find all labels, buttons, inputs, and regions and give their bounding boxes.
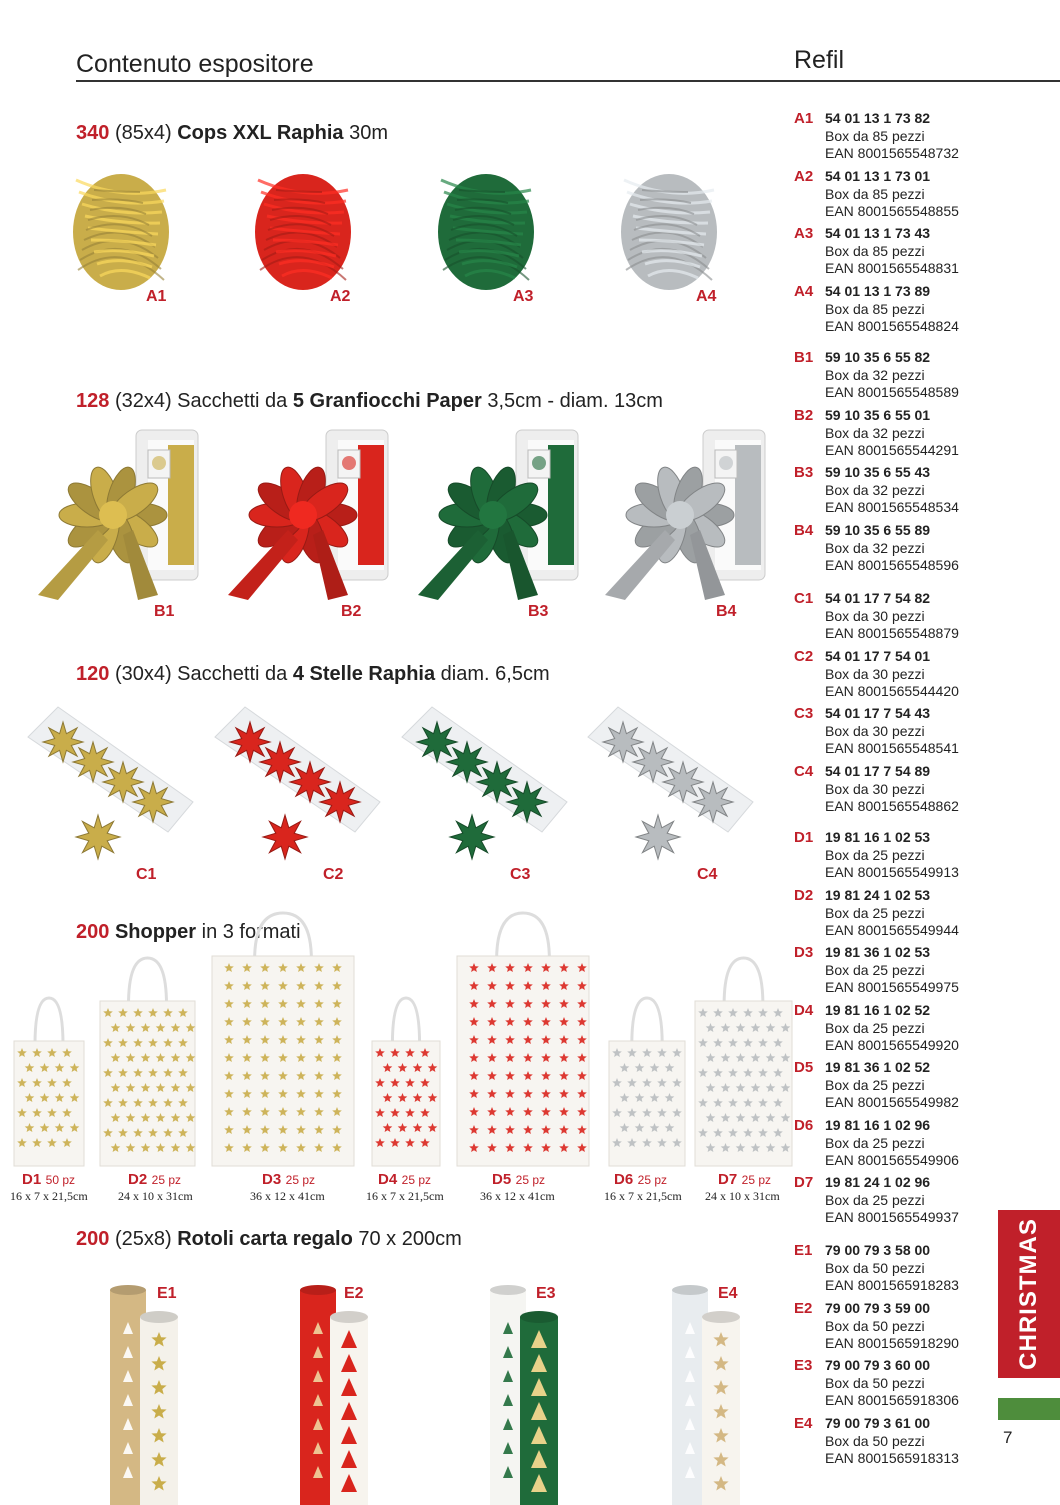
shopper-size: 24 x 10 x 31cm — [118, 1189, 193, 1203]
refill-ean: EAN 8001565548831 — [825, 260, 959, 276]
shopper-code: D7 — [718, 1171, 738, 1188]
product-code-label: B1 — [154, 603, 175, 620]
refill-code: B4 — [794, 521, 814, 539]
shopper-bag-image — [14, 993, 84, 1168]
shopper-size: 16 x 7 x 21,5cm — [604, 1189, 682, 1203]
refill-box-qty: Box da 50 pezzi — [825, 1317, 925, 1334]
refill-code: D5 — [794, 1059, 814, 1076]
section-product-name: 4 Stelle Raphia — [292, 663, 436, 685]
shopper-code-label — [262, 1171, 315, 1189]
product-code-label: E4 — [718, 1285, 738, 1302]
refill-article-number: 19 81 16 1 02 96 — [825, 1116, 931, 1133]
refill-item — [794, 763, 994, 819]
refill-box-qty: Box da 30 pezzi — [825, 723, 925, 739]
raphia-ball-image — [66, 170, 176, 300]
raphia-ball-image — [614, 170, 724, 300]
refill-code: B3 — [794, 464, 814, 481]
refill-box-qty: Box da 85 pezzi — [825, 185, 925, 202]
shopper-qty: 25 pz — [401, 1173, 431, 1187]
shopper-size: 24 x 10 x 31cm — [705, 1189, 780, 1203]
product-code-label: A1 — [146, 288, 167, 305]
refill-ean: EAN 8001565548879 — [825, 625, 959, 641]
shopper-code: D2 — [128, 1171, 148, 1188]
product-code-label: E3 — [536, 1285, 556, 1302]
section-product-name: Rotoli carta regalo — [177, 1228, 353, 1250]
shopper-qty: 50 pz — [45, 1173, 75, 1187]
refill-item — [794, 225, 994, 281]
section-spec: 30m — [349, 122, 388, 144]
refill-code: D1 — [794, 829, 814, 846]
refill-box-qty: Box da 25 pezzi — [825, 847, 925, 863]
refill-item — [794, 522, 994, 578]
product-code-label: B2 — [341, 603, 362, 620]
gift-wrap-roll-image — [490, 1285, 580, 1505]
shopper-size: 16 x 7 x 21,5cm — [366, 1189, 444, 1203]
refill-item — [794, 407, 994, 463]
refill-article-number: 79 00 79 3 58 00 — [825, 1242, 931, 1258]
refill-article-number: 19 81 24 1 02 96 — [825, 1174, 931, 1190]
refill-item — [794, 1415, 994, 1471]
section-product-name: 5 Granfiocchi Paper — [292, 390, 482, 412]
refill-article-number: 59 10 35 6 55 89 — [825, 521, 931, 538]
refill-article-number: 54 01 17 7 54 43 — [825, 705, 931, 721]
refill-article-number: 54 01 17 7 54 89 — [825, 762, 931, 779]
gift-wrap-roll-image — [300, 1285, 390, 1505]
section-pack: (32x4) Sacchetti da — [114, 390, 288, 412]
refill-item — [794, 1300, 994, 1356]
star-bag-image — [205, 702, 390, 862]
section-title-granfiocchi — [76, 390, 663, 413]
refill-ean: EAN 8001565544291 — [825, 441, 959, 458]
refill-box-qty: Box da 30 pezzi — [825, 608, 925, 624]
refill-box-qty: Box da 32 pezzi — [825, 367, 925, 383]
refill-item — [794, 464, 994, 520]
product-code-label: C2 — [323, 866, 344, 883]
bow-bag-image — [585, 430, 775, 600]
shopper-code-label — [378, 1171, 431, 1189]
refill-item — [794, 829, 994, 885]
refill-box-qty: Box da 30 pezzi — [825, 780, 925, 797]
gift-wrap-roll-image — [110, 1285, 200, 1505]
star-bag-image — [578, 702, 763, 862]
refill-box-qty: Box da 25 pezzi — [825, 1077, 925, 1093]
section-count: 340 — [76, 122, 110, 144]
shopper-bag-image — [372, 993, 440, 1168]
refill-code: C4 — [794, 762, 814, 780]
shopper-bag-image — [212, 908, 354, 1168]
refill-ean: EAN 8001565549937 — [825, 1209, 959, 1225]
christmas-tab-label: CHRISTMAS — [1015, 1218, 1042, 1370]
shopper-size: 36 x 12 x 41cm — [480, 1189, 555, 1203]
refill-article-number: 19 81 16 1 02 52 — [825, 1001, 931, 1018]
raphia-ball-image — [248, 170, 358, 300]
section-spec: in 3 formati — [201, 921, 301, 943]
refill-box-qty: Box da 25 pezzi — [825, 1192, 925, 1208]
refill-item — [794, 590, 994, 646]
section-title-raphia — [76, 122, 388, 145]
shopper-size: 36 x 12 x 41cm — [250, 1189, 325, 1203]
refill-box-qty: Box da 30 pezzi — [825, 665, 925, 682]
refill-box-qty: Box da 85 pezzi — [825, 300, 925, 317]
refill-item — [794, 1242, 994, 1298]
product-code-label: C4 — [697, 866, 718, 883]
refill-ean: EAN 8001565548534 — [825, 499, 959, 515]
refill-article-number: 19 81 16 1 02 53 — [825, 829, 931, 845]
product-code-label: E2 — [344, 1285, 364, 1302]
refill-article-number: 79 00 79 3 60 00 — [825, 1357, 931, 1373]
refill-box-qty: Box da 50 pezzi — [825, 1432, 925, 1449]
section-spec: 70 x 200cm — [358, 1228, 462, 1250]
section-spec: 3,5cm - diam. 13cm — [487, 390, 663, 412]
refill-ean: EAN 8001565544420 — [825, 682, 959, 699]
refill-box-qty: Box da 32 pezzi — [825, 424, 925, 441]
refill-box-qty: Box da 85 pezzi — [825, 243, 925, 259]
refill-ean: EAN 8001565549920 — [825, 1036, 959, 1053]
refill-item — [794, 648, 994, 704]
shopper-qty: 25 pz — [285, 1173, 315, 1187]
product-code-label: A4 — [696, 288, 717, 305]
refill-ean: EAN 8001565548862 — [825, 797, 959, 814]
refill-ean: EAN 8001565548855 — [825, 202, 959, 219]
page-title: Contenuto espositore — [76, 50, 314, 78]
refill-article-number: 54 01 13 1 73 43 — [825, 225, 931, 241]
product-code-label: A2 — [330, 288, 351, 305]
refill-box-qty: Box da 32 pezzi — [825, 482, 925, 498]
section-title-rotoli — [76, 1228, 462, 1251]
refill-item — [794, 283, 994, 339]
section-title-stelle — [76, 663, 550, 686]
refill-box-qty: Box da 50 pezzi — [825, 1375, 925, 1391]
refill-ean: EAN 8001565549944 — [825, 921, 959, 938]
shopper-code: D1 — [22, 1171, 42, 1188]
refill-ean: EAN 8001565918313 — [825, 1449, 959, 1466]
shopper-bag-image — [100, 953, 195, 1168]
shopper-qty: 25 pz — [637, 1173, 667, 1187]
bow-bag-image — [208, 430, 398, 600]
refill-article-number: 54 01 17 7 54 82 — [825, 590, 931, 606]
section-count: 200 — [76, 921, 110, 943]
raphia-ball-image — [431, 170, 541, 300]
page-number: 7 — [1003, 1428, 1013, 1447]
refill-ean: EAN 8001565548732 — [825, 145, 959, 161]
refill-article-number: 59 10 35 6 55 01 — [825, 406, 931, 423]
shopper-code-label — [614, 1171, 667, 1189]
shopper-code-label — [22, 1171, 75, 1189]
gift-wrap-roll-image — [672, 1285, 762, 1505]
refill-article-number: 79 00 79 3 61 00 — [825, 1414, 931, 1431]
refill-box-qty: Box da 85 pezzi — [825, 128, 925, 144]
refill-code: A4 — [794, 282, 814, 300]
refill-box-qty: Box da 25 pezzi — [825, 1019, 925, 1036]
product-code-label: C3 — [510, 866, 531, 883]
refill-item — [794, 110, 994, 166]
christmas-tab — [998, 1210, 1060, 1378]
refill-box-qty: Box da 25 pezzi — [825, 904, 925, 921]
section-count: 200 — [76, 1228, 110, 1250]
refill-code: D2 — [794, 886, 814, 904]
refill-code: D3 — [794, 944, 814, 961]
bow-bag-image — [398, 430, 588, 600]
refill-box-qty: Box da 25 pezzi — [825, 962, 925, 978]
section-pack: (30x4) Sacchetti da — [114, 663, 288, 685]
refill-ean: EAN 8001565548589 — [825, 384, 959, 400]
shopper-code: D3 — [262, 1171, 282, 1188]
refill-item — [794, 168, 994, 224]
refill-article-number: 54 01 13 1 73 01 — [825, 167, 931, 184]
refill-ean: EAN 8001565548596 — [825, 556, 959, 573]
refill-article-number: 19 81 36 1 02 53 — [825, 944, 931, 960]
bow-bag-image — [18, 430, 208, 600]
shopper-qty: 25 pz — [151, 1173, 181, 1187]
shopper-bag-image — [457, 908, 589, 1168]
product-code-label: E1 — [157, 1285, 177, 1302]
refill-title: Refil — [794, 46, 845, 74]
refill-box-qty: Box da 32 pezzi — [825, 539, 925, 556]
refill-article-number: 54 01 13 1 73 89 — [825, 282, 931, 299]
product-code-label: A3 — [513, 288, 534, 305]
star-bag-image — [18, 702, 203, 862]
refill-item — [794, 944, 994, 1000]
refill-ean: EAN 8001565918290 — [825, 1334, 959, 1351]
refill-item — [794, 349, 994, 405]
refill-code: B1 — [794, 349, 814, 366]
refill-article-number: 54 01 13 1 73 82 — [825, 110, 931, 126]
refill-ean: EAN 8001565549913 — [825, 864, 959, 880]
refill-code: C3 — [794, 705, 814, 722]
refill-item — [794, 1059, 994, 1115]
shopper-bag-image — [609, 993, 685, 1168]
refill-code: A2 — [794, 167, 814, 185]
refill-box-qty: Box da 50 pezzi — [825, 1260, 925, 1276]
refill-article-number: 59 10 35 6 55 82 — [825, 349, 931, 365]
refill-item — [794, 1117, 994, 1173]
section-pack: (85x4) — [114, 122, 172, 144]
refill-code: E1 — [794, 1242, 813, 1259]
refill-code: B2 — [794, 406, 814, 424]
refill-code: D7 — [794, 1174, 814, 1191]
refill-item — [794, 1002, 994, 1058]
refill-item — [794, 1174, 994, 1230]
refill-code: A3 — [794, 225, 814, 242]
refill-ean: EAN 8001565918283 — [825, 1277, 959, 1293]
green-accent-bar — [998, 1398, 1060, 1420]
shopper-qty: 25 pz — [515, 1173, 545, 1187]
refill-item — [794, 705, 994, 761]
shopper-qty: 25 pz — [741, 1173, 771, 1187]
shopper-code-label — [492, 1171, 545, 1189]
section-product-name: Cops XXL Raphia — [177, 122, 344, 144]
refill-ean: EAN 8001565549982 — [825, 1094, 959, 1110]
refill-article-number: 79 00 79 3 59 00 — [825, 1299, 931, 1316]
shopper-code: D4 — [378, 1171, 398, 1188]
shopper-bag-image — [695, 953, 792, 1168]
header-divider — [76, 80, 1060, 82]
product-code-label: C1 — [136, 866, 157, 883]
refill-article-number: 59 10 35 6 55 43 — [825, 464, 931, 480]
refill-item — [794, 887, 994, 943]
section-spec: diam. 6,5cm — [440, 663, 550, 685]
product-code-label: B3 — [528, 603, 549, 620]
shopper-code-label — [128, 1171, 181, 1189]
refill-code: C2 — [794, 647, 814, 665]
refill-article-number: 19 81 24 1 02 53 — [825, 886, 931, 903]
section-count: 128 — [76, 390, 110, 412]
refill-code: D6 — [794, 1116, 814, 1134]
refill-article-number: 19 81 36 1 02 52 — [825, 1059, 931, 1075]
shopper-code-label — [718, 1171, 771, 1189]
refill-code: E2 — [794, 1299, 813, 1317]
refill-ean: EAN 8001565549906 — [825, 1151, 959, 1168]
refill-code: C1 — [794, 590, 814, 607]
refill-article-number: 54 01 17 7 54 01 — [825, 647, 931, 664]
refill-box-qty: Box da 25 pezzi — [825, 1134, 925, 1151]
refill-ean: EAN 8001565548541 — [825, 740, 959, 756]
shopper-size: 16 x 7 x 21,5cm — [10, 1189, 88, 1203]
refill-ean: EAN 8001565918306 — [825, 1392, 959, 1408]
star-bag-image — [392, 702, 577, 862]
refill-item — [794, 1357, 994, 1413]
refill-ean: EAN 8001565549975 — [825, 979, 959, 995]
product-code-label: B4 — [716, 603, 737, 620]
shopper-code: D5 — [492, 1171, 512, 1188]
refill-ean: EAN 8001565548824 — [825, 317, 959, 334]
refill-code: D4 — [794, 1001, 814, 1019]
shopper-code: D6 — [614, 1171, 634, 1188]
refill-code: A1 — [794, 110, 814, 127]
section-pack: (25x8) — [114, 1228, 172, 1250]
refill-code: E4 — [794, 1414, 813, 1432]
refill-code: E3 — [794, 1357, 813, 1374]
section-count: 120 — [76, 663, 110, 685]
section-product-name: Shopper — [114, 921, 197, 943]
